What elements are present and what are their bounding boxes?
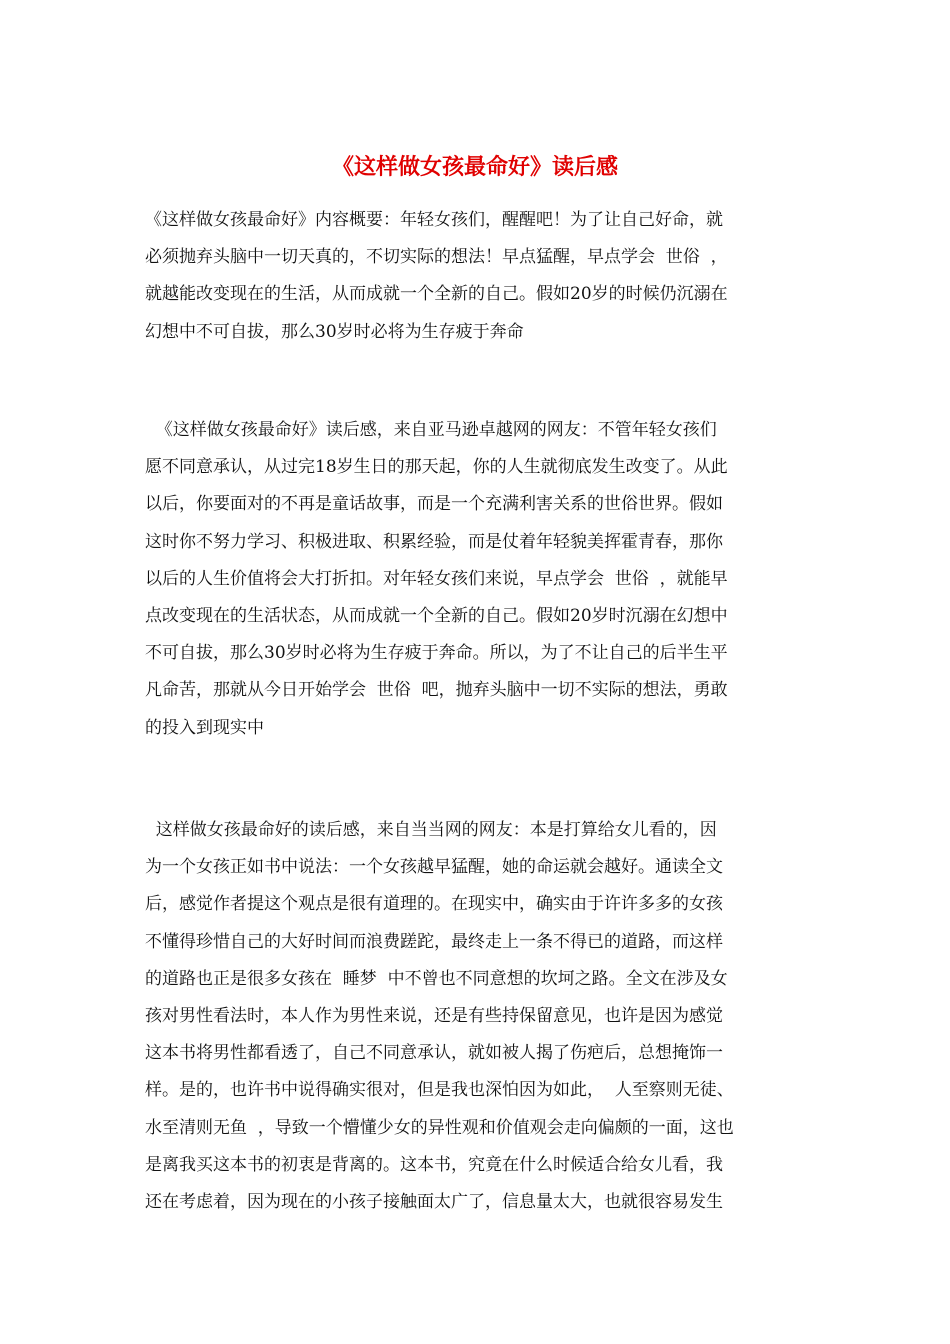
text-line: 为一个女孩正如书中说法：一个女孩越早猛醒，她的命运就会越好。通读全文 — [145, 857, 723, 878]
text-line: 《这样做女孩最命好》内容概要：年轻女孩们，醒醒吧！为了让自己好命，就 — [145, 210, 723, 230]
text-line: 以后的人生价值将会大打折扣。对年轻女孩们来说，早点学会 世俗 ，就能早 — [145, 568, 728, 589]
text-line: 是离我买这本书的初衷是背离的。这本书，究竟在什么时候适合给女儿看，我 — [145, 1154, 723, 1175]
text-line: 不懂得珍惜自己的大好时间而浪费蹉跎，最终走上一条不得已的道路，而这样 — [145, 931, 723, 952]
text-line: 的投入到现实中 — [145, 717, 264, 738]
text-line: 孩对男性看法时，本人作为男性来说，还是有些持保留意见，也许是因为感觉 — [145, 1006, 723, 1026]
text-line: 的道路也正是很多女孩在 睡梦 中不曾也不同意想的坎坷之路。全文在涉及女 — [145, 968, 728, 989]
text-line: 这本书将男性都看透了，自己不同意承认，就如被人揭了伤疤后，总想掩饰一 — [145, 1043, 723, 1064]
text-line: 《这样做女孩最命好》读后感，来自亚马逊卓越网的网友：不管年轻女孩们 — [145, 420, 717, 440]
text-line: 样。是的，也许书中说得确实很对，但是我也深怕因为如此， 人至察则无徒、 — [145, 1080, 734, 1101]
text-line: 必须抛弃头脑中一切天真的，不切实际的想法！早点猛醒，早点学会 世俗 ， — [145, 247, 728, 268]
text-line: 水至清则无鱼 ，导致一个懵懂少女的异性观和价值观会走向偏颇的一面，这也 — [145, 1117, 734, 1138]
page-title: 《这样做女孩最命好》读后感 — [331, 154, 618, 180]
text-line: 这时你不努力学习、积极进取、积累经验，而是仗着年轻貌美挥霍青春，那你 — [145, 531, 723, 552]
text-line: 以后，你要面对的不再是童话故事，而是一个充满利害关系的世俗世界。假如 — [145, 494, 723, 515]
text-line: 这样做女孩最命好的读后感，来自当当网的网友：本是打算给女儿看的，因 — [145, 820, 717, 840]
text-line: 还在考虑着，因为现在的小孩子接触面太广了，信息量太大，也就很容易发生 — [145, 1192, 723, 1212]
text-line: 不可自拔，那么30岁时必将为生存疲于奔命。所以，为了不让自己的后半生平 — [145, 643, 728, 664]
text-line: 后，感觉作者提这个观点是很有道理的。在现实中，确实由于许许多多的女孩 — [145, 894, 723, 915]
text-line: 幻想中不可自拔，那么30岁时必将为生存疲于奔命 — [145, 321, 524, 342]
text-line: 就越能改变现在的生活，从而成就一个全新的自己。假如20岁的时候仍沉溺在 — [145, 284, 728, 305]
text-line: 点改变现在的生活状态，从而成就一个全新的自己。假如20岁时沉溺在幻想中 — [145, 606, 728, 626]
text-line: 愿不同意承认，从过完18岁生日的那天起，你的人生就彻底发生改变了。从此 — [145, 457, 728, 478]
text-line: 凡命苦，那就从今日开始学会 世俗 吧，抛弃头脑中一切不实际的想法，勇敢 — [145, 680, 728, 701]
